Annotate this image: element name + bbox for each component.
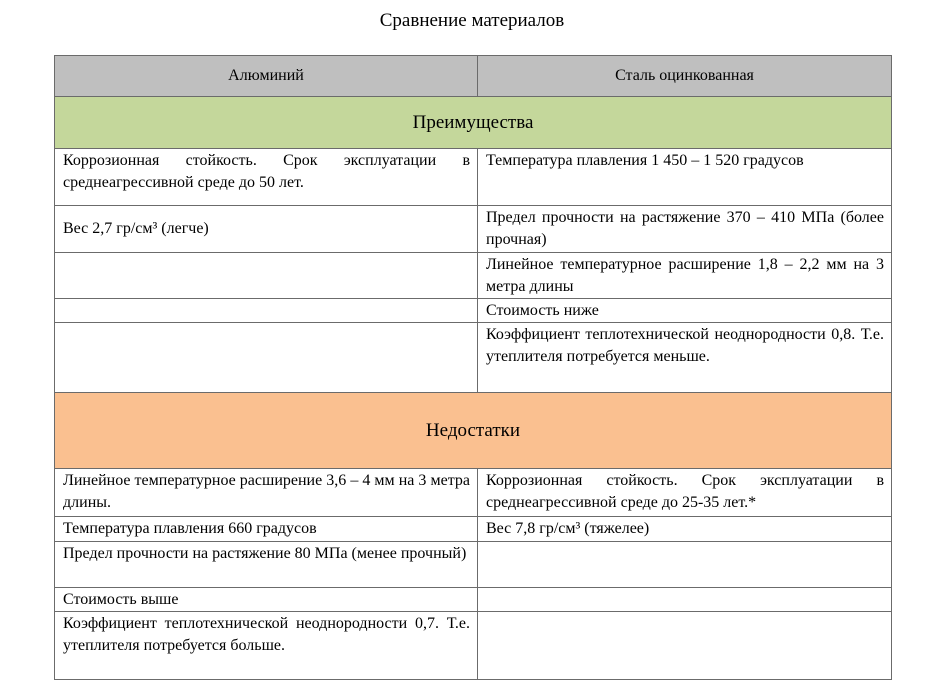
advantages-label: Преимущества <box>55 97 892 149</box>
table-row <box>55 517 892 542</box>
steel-cell: Вес 7,8 гр/см³ (тяжелее) <box>478 517 892 542</box>
steel-cell: Коррозионная стойкость. Срок эксплуатации в среднеагрессивной среде до 25-35 лет.* <box>478 469 892 517</box>
steel-cell <box>478 542 892 588</box>
table-row <box>55 299 892 323</box>
aluminum-cell: Линейное температурное расширение 3,6 – 4 мм на 3 метра длины. <box>55 469 478 517</box>
aluminum-cell <box>55 323 478 393</box>
aluminum-cell: Предел прочности на растяжение 80 МПа (менее прочный) <box>55 542 478 588</box>
table-row <box>55 588 892 612</box>
aluminum-cell: Температура плавления 660 градусов <box>55 517 478 542</box>
table-row <box>55 612 892 680</box>
aluminum-cell: Коэффициент теплотехнической неоднородности 0,7. Т.е. утеплителя потребуется больше. <box>55 612 478 680</box>
steel-cell: Стоимость ниже <box>478 299 892 323</box>
aluminum-cell: Коррозионная стойкость. Срок эксплуатации в среднеагрессивной среде до 50 лет. <box>55 149 478 206</box>
aluminum-cell: Стоимость выше <box>55 588 478 612</box>
column-header-aluminum: Алюминий <box>55 56 478 97</box>
steel-cell: Коэффициент теплотехнической неоднородности 0,8. Т.е. утеплителя потребуется меньше. <box>478 323 892 393</box>
document-title: Сравнение материалов <box>379 10 565 31</box>
column-header-galvanized-steel: Сталь оцинкованная <box>478 56 892 97</box>
table-row <box>55 542 892 588</box>
steel-cell: Предел прочности на растяжение 370 – 410 МПа (более прочная) <box>478 206 892 253</box>
table-row <box>55 253 892 299</box>
aluminum-cell <box>55 253 478 299</box>
steel-cell: Линейное температурное расширение 1,8 – 2,2 мм на 3 метра длины <box>478 253 892 299</box>
table-row <box>55 149 892 206</box>
aluminum-cell <box>55 299 478 323</box>
table-row <box>55 469 892 517</box>
section-header-disadvantages <box>55 393 892 469</box>
table-row <box>55 206 892 253</box>
table-header-row <box>55 56 892 97</box>
table-row <box>55 323 892 393</box>
aluminum-cell: Вес 2,7 гр/см³ (легче) <box>55 206 478 253</box>
steel-cell <box>478 612 892 680</box>
section-header-advantages <box>55 97 892 149</box>
steel-cell: Температура плавления 1 450 – 1 520 градусов <box>478 149 892 206</box>
comparison-table <box>54 55 892 680</box>
disadvantages-label: Недостатки <box>55 393 892 469</box>
steel-cell <box>478 588 892 612</box>
